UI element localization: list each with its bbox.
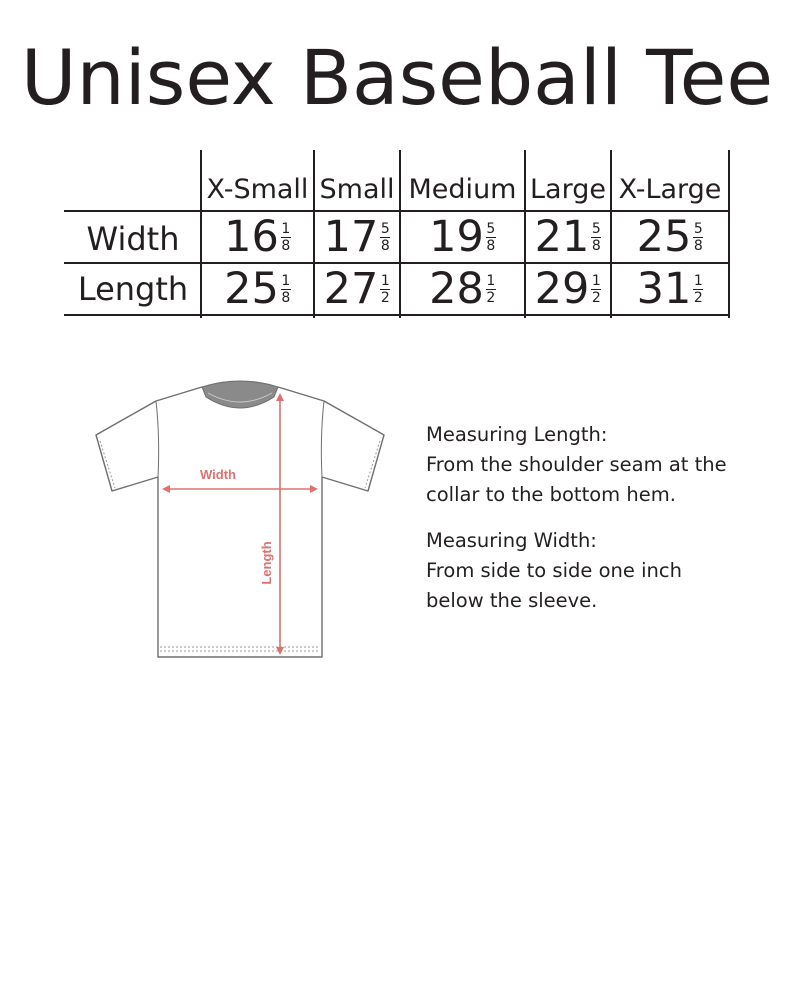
table-divider (64, 314, 730, 316)
width-text: From side to side one inch (426, 559, 682, 582)
column-header: Large (530, 173, 606, 205)
cell-fraction: $\frac{1}{2}$ (486, 272, 496, 306)
column-header: X-Large (618, 173, 722, 205)
table-divider (728, 150, 730, 318)
cell-fraction: $\frac{1}{8}$ (281, 220, 291, 254)
row-label-length: Length (77, 270, 189, 308)
measuring-instructions (426, 420, 766, 632)
cell-whole: 17 (323, 211, 379, 262)
cell-fraction: $\frac{1}{2}$ (380, 272, 390, 306)
cell-whole: 29 (534, 263, 590, 314)
page-title: Unisex Baseball Tee (20, 33, 774, 122)
cell-fraction: $\frac{5}{8}$ (486, 220, 496, 254)
cell-fraction: $\frac{5}{8}$ (693, 220, 703, 254)
table-cell (202, 263, 313, 314)
table-divider (64, 210, 730, 212)
table-cell (202, 211, 313, 262)
table-cell (526, 263, 610, 314)
table-cell (315, 211, 399, 262)
width-heading: Measuring Width: (426, 529, 597, 552)
column-header: Small (319, 173, 395, 205)
cell-fraction: $\frac{1}{8}$ (281, 272, 291, 306)
width-text: below the sleeve. (426, 589, 598, 612)
length-text: From the shoulder seam at the (426, 453, 727, 476)
size-chart-table (64, 150, 732, 318)
length-instructions (426, 420, 766, 510)
cell-whole: 25 (636, 211, 692, 262)
table-cell (401, 211, 524, 262)
cell-whole: 27 (323, 263, 379, 314)
table-cell (315, 263, 399, 314)
width-label: Width (200, 467, 236, 482)
cell-whole: 25 (224, 263, 279, 314)
length-text: collar to the bottom hem. (426, 483, 676, 506)
table-cell (526, 211, 610, 262)
column-header: X-Small (206, 173, 309, 205)
cell-whole: 16 (224, 211, 279, 262)
cell-whole: 31 (636, 263, 692, 314)
column-header: Medium (408, 173, 517, 205)
table-divider (64, 262, 730, 264)
cell-whole: 21 (534, 211, 590, 262)
cell-whole: 28 (429, 263, 484, 314)
table-cell (612, 263, 728, 314)
length-heading: Measuring Length: (426, 423, 608, 446)
cell-whole: 19 (429, 211, 484, 262)
table-cell (401, 263, 524, 314)
table-cell (612, 211, 728, 262)
cell-fraction: $\frac{1}{2}$ (693, 272, 703, 306)
tshirt-diagram (90, 375, 390, 665)
cell-fraction: $\frac{5}{8}$ (380, 220, 390, 254)
tshirt-outline (96, 387, 384, 657)
row-label-width: Width (86, 220, 180, 258)
length-label: Length (259, 541, 274, 585)
width-instructions (426, 526, 766, 616)
cell-fraction: $\frac{5}{8}$ (591, 220, 601, 254)
cell-fraction: $\frac{1}{2}$ (591, 272, 601, 306)
